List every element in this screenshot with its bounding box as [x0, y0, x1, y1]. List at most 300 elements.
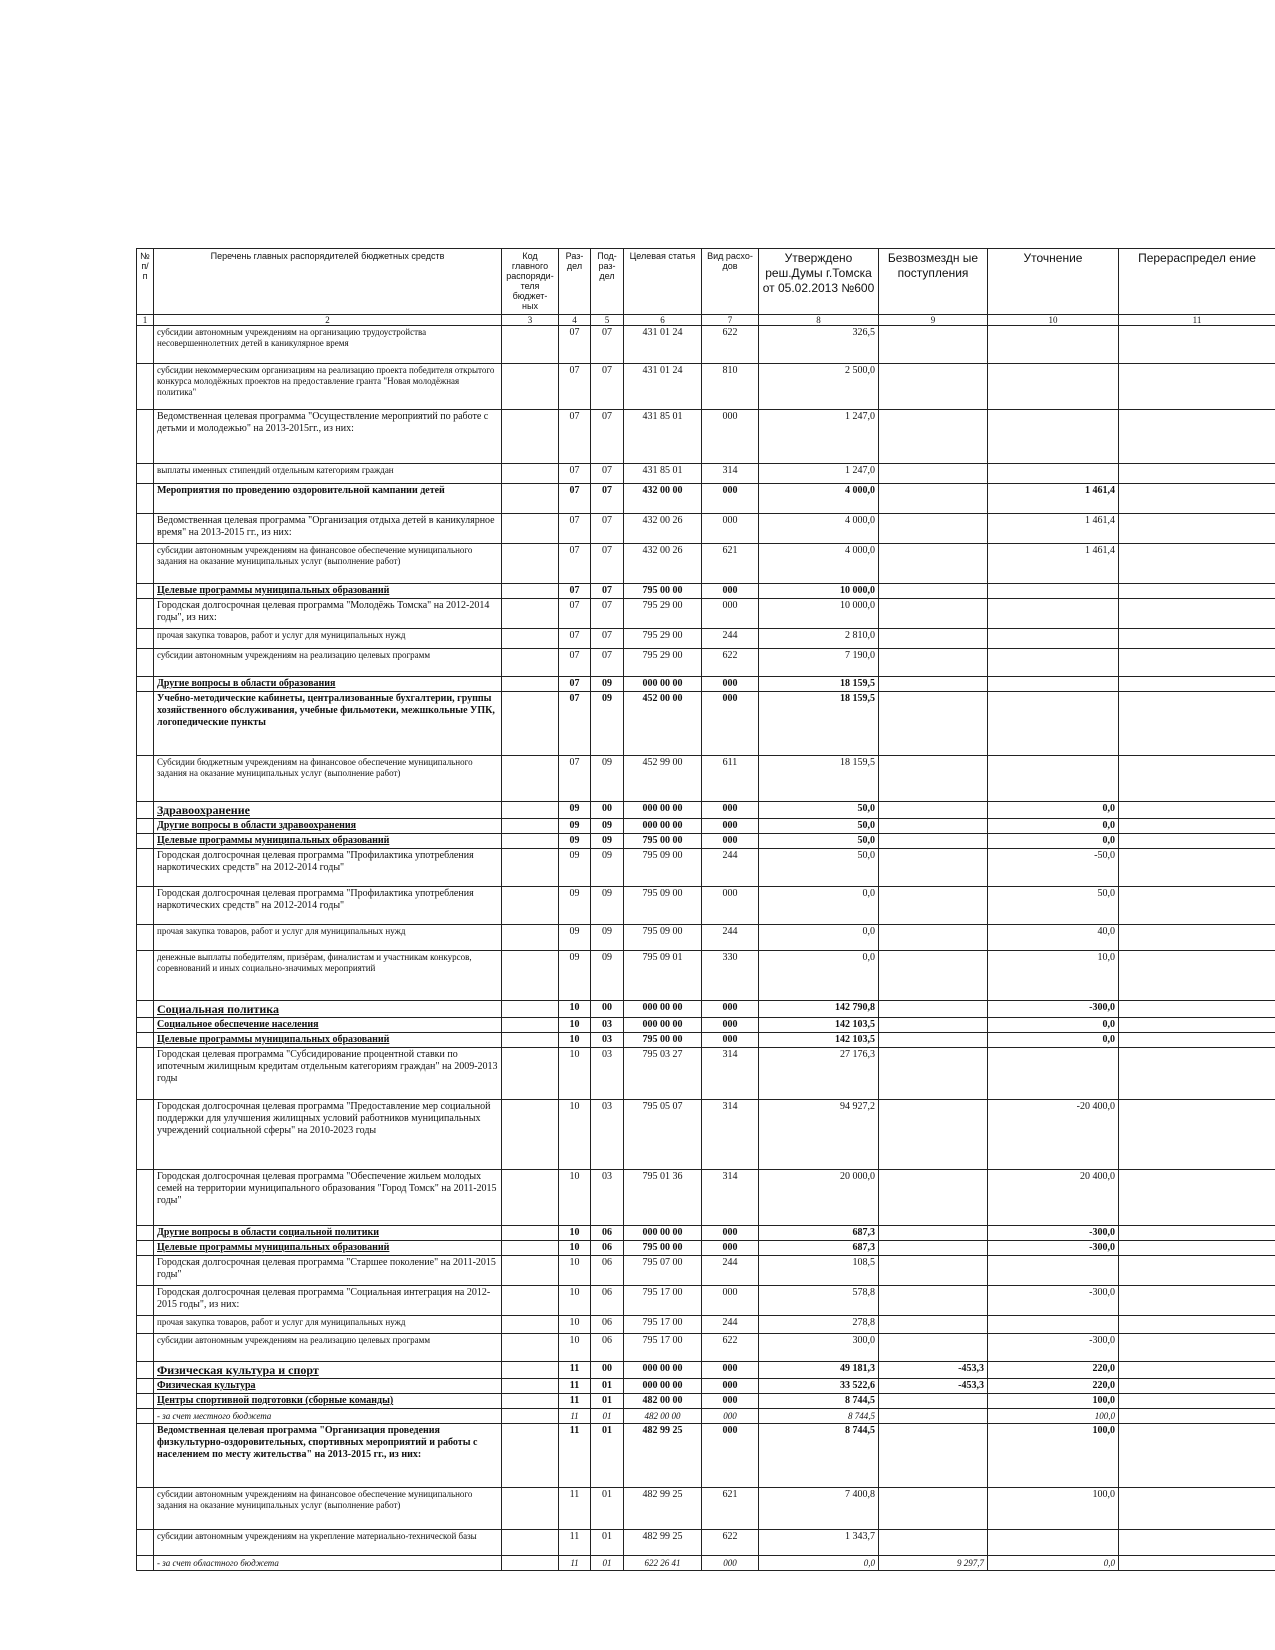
row-podrazdel-cell: 01: [591, 1424, 624, 1488]
row-podrazdel-cell: 07: [591, 410, 624, 464]
row-gratuitous-cell: [879, 1394, 988, 1409]
row-code-cell: [502, 1256, 559, 1286]
row-podrazdel-cell: 07: [591, 649, 624, 677]
row-target-article-cell: 795 00 00: [624, 584, 702, 599]
row-expense-type-cell: 000: [702, 599, 759, 629]
row-code-cell: [502, 1488, 559, 1530]
table-row: [137, 677, 1275, 692]
row-code-cell: [502, 410, 559, 464]
row-clarification-cell: [988, 692, 1119, 756]
table-row: [137, 1286, 1275, 1316]
row-razdel-cell: 07: [559, 484, 591, 514]
row-code-cell: [502, 756, 559, 802]
table-row: [137, 599, 1275, 629]
row-razdel-cell: 11: [559, 1362, 591, 1379]
row-code-cell: [502, 544, 559, 584]
row-name-cell: Ведомственная целевая программа "Осуществление мероприятий по работе с детьми и молодежью" на 2013-2015гг., из них:: [154, 410, 502, 464]
row-expense-type-cell: 000: [702, 834, 759, 849]
row-gratuitous-cell: [879, 484, 988, 514]
row-podrazdel-cell: 01: [591, 1530, 624, 1556]
table-row: [137, 1256, 1275, 1286]
table-row: [137, 464, 1275, 484]
table-row: [137, 514, 1275, 544]
row-approved-cell: 0,0: [759, 887, 879, 925]
table-row: [137, 1556, 1275, 1571]
row-clarification-cell: 10,0: [988, 951, 1119, 1001]
row-name-cell: Целевые программы муниципальных образований: [154, 1241, 502, 1256]
row-razdel-cell: 09: [559, 849, 591, 887]
row-redistribution-cell: [1119, 834, 1275, 849]
row-clarification-cell: 0,0: [988, 819, 1119, 834]
row-name-cell: субсидии автономным учреждениям на реализацию целевых программ: [154, 1334, 502, 1362]
row-podrazdel-cell: 01: [591, 1394, 624, 1409]
row-podrazdel-cell: 01: [591, 1488, 624, 1530]
table-row: [137, 584, 1275, 599]
row-code-cell: [502, 629, 559, 649]
row-redistribution-cell: [1119, 1334, 1275, 1362]
table-row: [137, 1424, 1275, 1488]
row-number-cell: [137, 802, 154, 819]
row-number-cell: [137, 1241, 154, 1256]
column-number-row: [137, 315, 1275, 326]
table-row: [137, 802, 1275, 819]
row-clarification-cell: 220,0: [988, 1362, 1119, 1379]
row-gratuitous-cell: [879, 1256, 988, 1286]
row-expense-type-cell: 000: [702, 1018, 759, 1033]
row-podrazdel-cell: 00: [591, 802, 624, 819]
row-target-article-cell: 795 29 00: [624, 599, 702, 629]
table-row: [137, 649, 1275, 677]
col-number: 3: [502, 315, 559, 326]
row-approved-cell: 278,8: [759, 1316, 879, 1334]
table-row: [137, 1530, 1275, 1556]
row-expense-type-cell: 000: [702, 802, 759, 819]
row-expense-type-cell: 000: [702, 1424, 759, 1488]
row-name-cell: Городская долгосрочная целевая программа "Молодёжь Томска" на 2012-2014 годы", из них:: [154, 599, 502, 629]
row-clarification-cell: [988, 584, 1119, 599]
row-clarification-cell: [988, 599, 1119, 629]
row-redistribution-cell: [1119, 1018, 1275, 1033]
row-target-article-cell: 482 00 00: [624, 1394, 702, 1409]
row-gratuitous-cell: [879, 1334, 988, 1362]
row-name-cell: субсидии автономным учреждениям на финансовое обеспечение муниципального задания на оказание муниципальных услуг (выполнение работ): [154, 544, 502, 584]
row-podrazdel-cell: 09: [591, 925, 624, 951]
row-redistribution-cell: [1119, 819, 1275, 834]
row-approved-cell: 27 176,3: [759, 1048, 879, 1100]
row-target-article-cell: 795 17 00: [624, 1334, 702, 1362]
row-gratuitous-cell: [879, 1424, 988, 1488]
row-approved-cell: 142 790,8: [759, 1001, 879, 1018]
row-razdel-cell: 09: [559, 925, 591, 951]
row-clarification-cell: 1 461,4: [988, 544, 1119, 584]
table-row: [137, 1018, 1275, 1033]
row-razdel-cell: 11: [559, 1394, 591, 1409]
row-target-article-cell: 000 00 00: [624, 802, 702, 819]
row-redistribution-cell: [1119, 599, 1275, 629]
row-clarification-cell: 100,0: [988, 1409, 1119, 1424]
row-razdel-cell: 07: [559, 584, 591, 599]
row-podrazdel-cell: 01: [591, 1379, 624, 1394]
header-number: № п/п: [137, 249, 154, 315]
row-razdel-cell: 10: [559, 1241, 591, 1256]
row-gratuitous-cell: [879, 410, 988, 464]
row-name-cell: Мероприятия по проведению оздоровительной кампании детей: [154, 484, 502, 514]
row-code-cell: [502, 677, 559, 692]
row-redistribution-cell: [1119, 677, 1275, 692]
row-clarification-cell: [988, 1316, 1119, 1334]
table-row: [137, 1409, 1275, 1424]
row-redistribution-cell: [1119, 1488, 1275, 1530]
row-name-cell: - за счет областного бюджета: [154, 1556, 502, 1571]
row-code-cell: [502, 1100, 559, 1170]
row-gratuitous-cell: [879, 1018, 988, 1033]
row-redistribution-cell: [1119, 1033, 1275, 1048]
row-code-cell: [502, 464, 559, 484]
row-clarification-cell: 100,0: [988, 1488, 1119, 1530]
row-expense-type-cell: 000: [702, 677, 759, 692]
table-row: [137, 544, 1275, 584]
row-redistribution-cell: [1119, 1170, 1275, 1226]
row-name-cell: Социальное обеспечение населения: [154, 1018, 502, 1033]
row-approved-cell: 687,3: [759, 1241, 879, 1256]
row-code-cell: [502, 692, 559, 756]
row-podrazdel-cell: 09: [591, 887, 624, 925]
row-gratuitous-cell: -453,3: [879, 1379, 988, 1394]
row-gratuitous-cell: [879, 544, 988, 584]
row-name-cell: прочая закупка товаров, работ и услуг для муниципальных нужд: [154, 925, 502, 951]
row-gratuitous-cell: [879, 887, 988, 925]
row-gratuitous-cell: [879, 629, 988, 649]
row-gratuitous-cell: [879, 1100, 988, 1170]
row-name-cell: субсидии автономным учреждениям на организацию трудоустройства несовершеннолетних детей в каникулярное время: [154, 326, 502, 364]
table-row: [137, 326, 1275, 364]
row-number-cell: [137, 1394, 154, 1409]
row-clarification-cell: 1 461,4: [988, 484, 1119, 514]
header-podrazdel: Под- раз- дел: [591, 249, 624, 315]
row-razdel-cell: 07: [559, 649, 591, 677]
row-redistribution-cell: [1119, 1241, 1275, 1256]
row-approved-cell: 94 927,2: [759, 1100, 879, 1170]
row-approved-cell: 50,0: [759, 819, 879, 834]
row-approved-cell: 10 000,0: [759, 584, 879, 599]
row-razdel-cell: 07: [559, 756, 591, 802]
row-approved-cell: 8 744,5: [759, 1394, 879, 1409]
row-expense-type-cell: 000: [702, 819, 759, 834]
row-name-cell: денежные выплаты победителям, призёрам, финалистам и участникам конкурсов, соревнований и иных социально-значимых мероприятий: [154, 951, 502, 1001]
row-gratuitous-cell: [879, 1033, 988, 1048]
row-code-cell: [502, 1409, 559, 1424]
row-expense-type-cell: 000: [702, 514, 759, 544]
row-razdel-cell: 10: [559, 1226, 591, 1241]
row-expense-type-cell: 622: [702, 649, 759, 677]
row-razdel-cell: 10: [559, 1334, 591, 1362]
row-approved-cell: 1 247,0: [759, 464, 879, 484]
row-number-cell: [137, 1018, 154, 1033]
row-razdel-cell: 07: [559, 629, 591, 649]
row-number-cell: [137, 1556, 154, 1571]
col-number: 11: [1119, 315, 1275, 326]
row-expense-type-cell: 810: [702, 364, 759, 410]
row-clarification-cell: -20 400,0: [988, 1100, 1119, 1170]
row-approved-cell: 0,0: [759, 925, 879, 951]
row-target-article-cell: 000 00 00: [624, 1001, 702, 1018]
row-podrazdel-cell: 07: [591, 326, 624, 364]
row-podrazdel-cell: 09: [591, 677, 624, 692]
row-target-article-cell: 432 00 00: [624, 484, 702, 514]
row-podrazdel-cell: 06: [591, 1226, 624, 1241]
row-clarification-cell: -300,0: [988, 1001, 1119, 1018]
row-number-cell: [137, 951, 154, 1001]
row-gratuitous-cell: [879, 599, 988, 629]
header-razdel: Раз- дел: [559, 249, 591, 315]
row-name-cell: Другие вопросы в области образования: [154, 677, 502, 692]
row-target-article-cell: 795 00 00: [624, 1241, 702, 1256]
row-expense-type-cell: 000: [702, 1241, 759, 1256]
row-gratuitous-cell: [879, 1226, 988, 1241]
row-podrazdel-cell: 06: [591, 1334, 624, 1362]
table-row: [137, 629, 1275, 649]
row-number-cell: [137, 1362, 154, 1379]
row-clarification-cell: [988, 1530, 1119, 1556]
row-code-cell: [502, 584, 559, 599]
col-number: 8: [759, 315, 879, 326]
col-number: 6: [624, 315, 702, 326]
table-row: [137, 410, 1275, 464]
row-target-article-cell: 482 99 25: [624, 1488, 702, 1530]
row-approved-cell: 33 522,6: [759, 1379, 879, 1394]
row-code-cell: [502, 1530, 559, 1556]
row-redistribution-cell: [1119, 849, 1275, 887]
row-podrazdel-cell: 00: [591, 1001, 624, 1018]
header-code: Код главного распоряди- теля бюджет- ных: [502, 249, 559, 315]
row-redistribution-cell: [1119, 1362, 1275, 1379]
row-razdel-cell: 11: [559, 1556, 591, 1571]
row-expense-type-cell: 611: [702, 756, 759, 802]
row-expense-type-cell: 000: [702, 887, 759, 925]
row-podrazdel-cell: 09: [591, 849, 624, 887]
row-target-article-cell: 795 00 00: [624, 1033, 702, 1048]
header-clarification: Уточнение: [988, 249, 1119, 315]
row-number-cell: [137, 544, 154, 584]
row-approved-cell: 0,0: [759, 951, 879, 1001]
row-approved-cell: 2 500,0: [759, 364, 879, 410]
row-approved-cell: 578,8: [759, 1286, 879, 1316]
row-expense-type-cell: 314: [702, 464, 759, 484]
row-code-cell: [502, 649, 559, 677]
row-expense-type-cell: 000: [702, 1033, 759, 1048]
row-name-cell: Учебно-методические кабинеты, централизованные бухгалтерии, группы хозяйственного обслуживания, учебные фильмотеки, межшкольные УПК, логопедические пункты: [154, 692, 502, 756]
row-target-article-cell: 452 99 00: [624, 756, 702, 802]
row-gratuitous-cell: [879, 1170, 988, 1226]
row-name-cell: выплаты именных стипендий отдельным категориям граждан: [154, 464, 502, 484]
row-expense-type-cell: 622: [702, 326, 759, 364]
row-number-cell: [137, 692, 154, 756]
row-name-cell: Центры спортивной подготовки (сборные команды): [154, 1394, 502, 1409]
row-redistribution-cell: [1119, 514, 1275, 544]
row-name-cell: прочая закупка товаров, работ и услуг для муниципальных нужд: [154, 1316, 502, 1334]
row-number-cell: [137, 1530, 154, 1556]
row-clarification-cell: [988, 364, 1119, 410]
table-row: [137, 364, 1275, 410]
row-name-cell: субсидии автономным учреждениям на укрепление материально-технической базы: [154, 1530, 502, 1556]
row-name-cell: Ведомственная целевая программа "Организация отдыха детей в каникулярное время" на 2013-2015 гг., из них:: [154, 514, 502, 544]
table-row: [137, 819, 1275, 834]
row-clarification-cell: -300,0: [988, 1334, 1119, 1362]
row-target-article-cell: 795 09 00: [624, 887, 702, 925]
row-podrazdel-cell: 07: [591, 544, 624, 584]
row-target-article-cell: 432 00 26: [624, 514, 702, 544]
row-clarification-cell: [988, 629, 1119, 649]
row-expense-type-cell: 000: [702, 584, 759, 599]
row-approved-cell: 49 181,3: [759, 1362, 879, 1379]
row-gratuitous-cell: [879, 834, 988, 849]
row-name-cell: субсидии автономным учреждениям на реализацию целевых программ: [154, 649, 502, 677]
row-gratuitous-cell: [879, 925, 988, 951]
row-number-cell: [137, 1100, 154, 1170]
row-number-cell: [137, 756, 154, 802]
row-razdel-cell: 09: [559, 887, 591, 925]
row-expense-type-cell: 622: [702, 1334, 759, 1362]
row-redistribution-cell: [1119, 410, 1275, 464]
row-approved-cell: 4 000,0: [759, 484, 879, 514]
row-name-cell: Физическая культура: [154, 1379, 502, 1394]
row-code-cell: [502, 1379, 559, 1394]
table-row: [137, 1033, 1275, 1048]
row-target-article-cell: 795 07 00: [624, 1256, 702, 1286]
row-approved-cell: 10 000,0: [759, 599, 879, 629]
row-name-cell: Здравоохранение: [154, 802, 502, 819]
row-approved-cell: 4 000,0: [759, 514, 879, 544]
row-code-cell: [502, 1316, 559, 1334]
row-clarification-cell: [988, 1256, 1119, 1286]
row-approved-cell: 50,0: [759, 849, 879, 887]
row-target-article-cell: 482 99 25: [624, 1424, 702, 1488]
row-code-cell: [502, 484, 559, 514]
row-number-cell: [137, 1488, 154, 1530]
row-gratuitous-cell: [879, 677, 988, 692]
row-expense-type-cell: 330: [702, 951, 759, 1001]
row-code-cell: [502, 1001, 559, 1018]
row-podrazdel-cell: 06: [591, 1256, 624, 1286]
row-razdel-cell: 07: [559, 514, 591, 544]
table-row: [137, 1316, 1275, 1334]
row-target-article-cell: 431 01 24: [624, 326, 702, 364]
row-razdel-cell: 10: [559, 1100, 591, 1170]
table-row: [137, 1048, 1275, 1100]
row-podrazdel-cell: 03: [591, 1033, 624, 1048]
row-code-cell: [502, 849, 559, 887]
row-expense-type-cell: 000: [702, 1394, 759, 1409]
row-podrazdel-cell: 01: [591, 1409, 624, 1424]
row-code-cell: [502, 1033, 559, 1048]
row-razdel-cell: 11: [559, 1488, 591, 1530]
row-target-article-cell: 000 00 00: [624, 1362, 702, 1379]
row-razdel-cell: 09: [559, 834, 591, 849]
row-clarification-cell: -300,0: [988, 1241, 1119, 1256]
row-razdel-cell: 11: [559, 1530, 591, 1556]
row-clarification-cell: 0,0: [988, 1556, 1119, 1571]
row-name-cell: Другие вопросы в области здравоохранения: [154, 819, 502, 834]
row-gratuitous-cell: [879, 1241, 988, 1256]
header-approved: Утверждено реш.Думы г.Томска от 05.02.2013 №600: [759, 249, 879, 315]
row-clarification-cell: 20 400,0: [988, 1170, 1119, 1226]
row-podrazdel-cell: 06: [591, 1286, 624, 1316]
row-gratuitous-cell: [879, 756, 988, 802]
row-approved-cell: 8 744,5: [759, 1424, 879, 1488]
col-number: 4: [559, 315, 591, 326]
row-razdel-cell: 10: [559, 1256, 591, 1286]
row-name-cell: Городская долгосрочная целевая программа "Старшее поколение" на 2011-2015 годы": [154, 1256, 502, 1286]
row-podrazdel-cell: 03: [591, 1048, 624, 1100]
row-approved-cell: 7 190,0: [759, 649, 879, 677]
row-approved-cell: 18 159,5: [759, 692, 879, 756]
row-name-cell: - за счет местного бюджета: [154, 1409, 502, 1424]
row-code-cell: [502, 599, 559, 629]
row-gratuitous-cell: [879, 514, 988, 544]
table-row: [137, 1362, 1275, 1379]
row-code-cell: [502, 819, 559, 834]
col-number: 7: [702, 315, 759, 326]
header-gratuitous: Безвозмездн ые поступления: [879, 249, 988, 315]
row-redistribution-cell: [1119, 1379, 1275, 1394]
budget-table-sheet: [136, 248, 1275, 1650]
row-number-cell: [137, 599, 154, 629]
row-number-cell: [137, 464, 154, 484]
header-target-article: Целевая статья: [624, 249, 702, 315]
row-name-cell: Социальная политика: [154, 1001, 502, 1018]
col-number: 2: [154, 315, 502, 326]
row-razdel-cell: 07: [559, 326, 591, 364]
row-expense-type-cell: 000: [702, 484, 759, 514]
row-target-article-cell: 795 29 00: [624, 649, 702, 677]
row-podrazdel-cell: 09: [591, 756, 624, 802]
row-clarification-cell: 100,0: [988, 1424, 1119, 1488]
table-row: [137, 484, 1275, 514]
row-redistribution-cell: [1119, 692, 1275, 756]
row-clarification-cell: [988, 649, 1119, 677]
table-row: [137, 1394, 1275, 1409]
row-number-cell: [137, 1286, 154, 1316]
row-razdel-cell: 10: [559, 1048, 591, 1100]
row-podrazdel-cell: 03: [591, 1018, 624, 1033]
row-gratuitous-cell: [879, 1316, 988, 1334]
row-number-cell: [137, 819, 154, 834]
row-podrazdel-cell: 01: [591, 1556, 624, 1571]
row-target-article-cell: 795 01 36: [624, 1170, 702, 1226]
row-name-cell: Целевые программы муниципальных образований: [154, 834, 502, 849]
row-podrazdel-cell: 09: [591, 692, 624, 756]
row-redistribution-cell: [1119, 1394, 1275, 1409]
table-row: [137, 692, 1275, 756]
row-expense-type-cell: 000: [702, 1001, 759, 1018]
row-podrazdel-cell: 07: [591, 364, 624, 410]
row-gratuitous-cell: [879, 584, 988, 599]
header-name: Перечень главных распорядителей бюджетных средств: [154, 249, 502, 315]
row-number-cell: [137, 364, 154, 410]
row-clarification-cell: 0,0: [988, 834, 1119, 849]
row-redistribution-cell: [1119, 1256, 1275, 1286]
row-expense-type-cell: 000: [702, 692, 759, 756]
row-expense-type-cell: 314: [702, 1170, 759, 1226]
row-podrazdel-cell: 07: [591, 599, 624, 629]
row-code-cell: [502, 1018, 559, 1033]
row-expense-type-cell: 314: [702, 1100, 759, 1170]
row-number-cell: [137, 1424, 154, 1488]
row-name-cell: Физическая культура и спорт: [154, 1362, 502, 1379]
row-name-cell: Целевые программы муниципальных образований: [154, 1033, 502, 1048]
row-gratuitous-cell: [879, 649, 988, 677]
row-razdel-cell: 11: [559, 1409, 591, 1424]
